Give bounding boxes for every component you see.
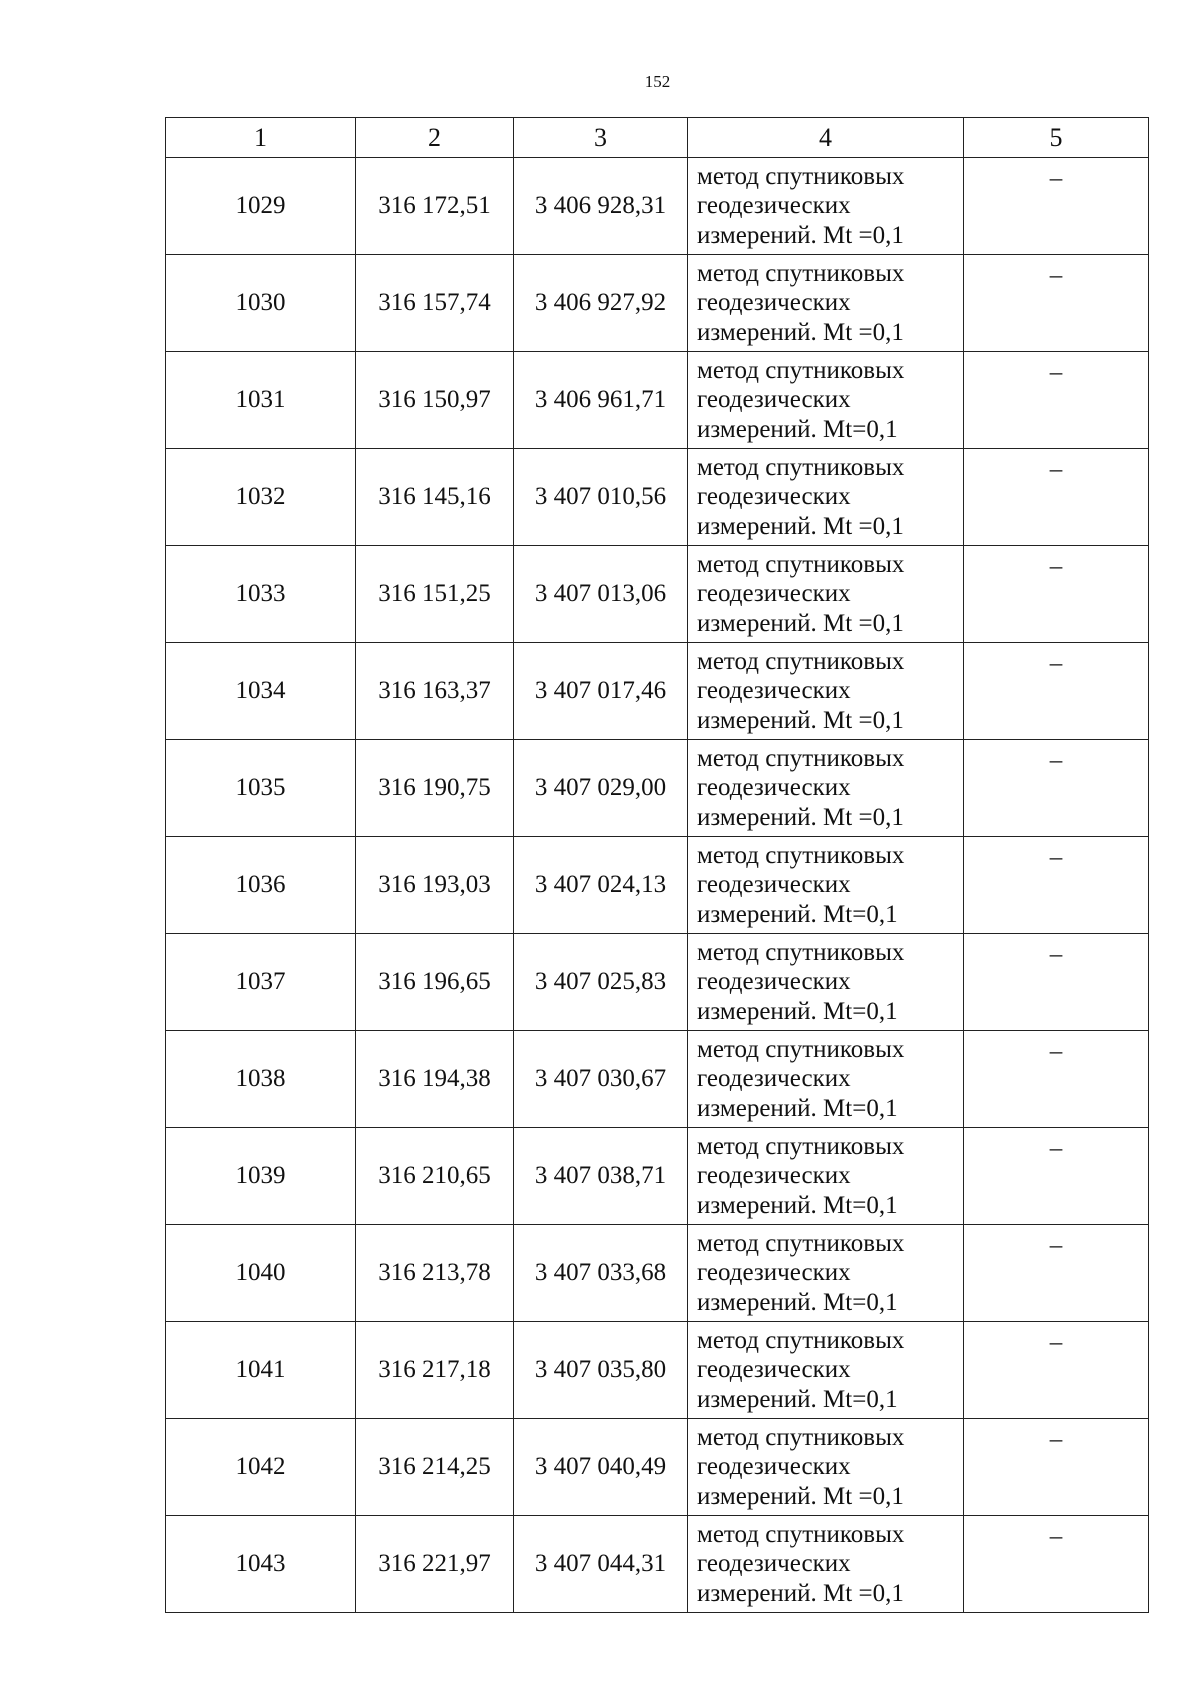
point-number-cell: 1037: [166, 934, 356, 1031]
method-line: геодезических: [697, 289, 851, 317]
y-coordinate-cell: 3 407 033,68: [514, 1225, 688, 1322]
method-line: измерений. Mt =0,1: [697, 318, 904, 346]
point-number-cell: 1031: [166, 352, 356, 449]
x-coordinate-cell: 316 157,74: [356, 255, 514, 352]
method-cell: [688, 1516, 964, 1613]
point-number-cell: 1040: [166, 1225, 356, 1322]
method-line: геодезических: [697, 1162, 851, 1190]
method-line: геодезических: [697, 871, 851, 899]
header-col-3: 3: [514, 118, 688, 158]
note-cell: –: [964, 1322, 1149, 1419]
table-row: [166, 1128, 1149, 1225]
x-coordinate-cell: 316 193,03: [356, 837, 514, 934]
method-line: метод спутниковых: [697, 1326, 905, 1354]
method-line: метод спутниковых: [697, 1520, 905, 1548]
method-line: измерений. Mt=0,1: [697, 900, 898, 928]
method-cell: [688, 643, 964, 740]
method-line: метод спутниковых: [697, 1229, 905, 1257]
header-col-4: 4: [688, 118, 964, 158]
method-line: геодезических: [697, 1356, 851, 1384]
method-cell: [688, 1031, 964, 1128]
method-cell: [688, 837, 964, 934]
method-line: измерений. Mt =0,1: [697, 706, 904, 734]
x-coordinate-cell: 316 145,16: [356, 449, 514, 546]
x-coordinate-cell: 316 172,51: [356, 158, 514, 255]
y-coordinate-cell: 3 406 928,31: [514, 158, 688, 255]
note-cell: –: [964, 643, 1149, 740]
note-cell: –: [964, 1128, 1149, 1225]
method-line: геодезических: [697, 1259, 851, 1287]
note-cell: –: [964, 449, 1149, 546]
method-line: геодезических: [697, 483, 851, 511]
page-number: 152: [644, 72, 671, 91]
point-number-cell: 1030: [166, 255, 356, 352]
method-line: измерений. Mt =0,1: [697, 609, 904, 637]
point-number-cell: 1034: [166, 643, 356, 740]
note-cell: –: [964, 546, 1149, 643]
table-body: [166, 158, 1149, 1613]
table-row: [166, 934, 1149, 1031]
point-number-cell: 1036: [166, 837, 356, 934]
x-coordinate-cell: 316 214,25: [356, 1419, 514, 1516]
table-row: [166, 837, 1149, 934]
method-line: метод спутниковых: [697, 162, 905, 190]
y-coordinate-cell: 3 407 017,46: [514, 643, 688, 740]
y-coordinate-cell: 3 407 024,13: [514, 837, 688, 934]
method-line: метод спутниковых: [697, 647, 905, 675]
y-coordinate-cell: 3 407 010,56: [514, 449, 688, 546]
method-line: метод спутниковых: [697, 1035, 905, 1063]
header-row: [166, 118, 1149, 158]
point-number-cell: 1043: [166, 1516, 356, 1613]
table-row: [166, 643, 1149, 740]
method-line: метод спутниковых: [697, 550, 905, 578]
method-line: геодезических: [697, 192, 851, 220]
header-col-2: 2: [356, 118, 514, 158]
note-cell: –: [964, 1225, 1149, 1322]
method-line: метод спутниковых: [697, 453, 905, 481]
table-row: [166, 740, 1149, 837]
y-coordinate-cell: 3 407 038,71: [514, 1128, 688, 1225]
method-cell: [688, 158, 964, 255]
point-number-cell: 1029: [166, 158, 356, 255]
method-cell: [688, 449, 964, 546]
method-line: геодезических: [697, 774, 851, 802]
point-number-cell: 1032: [166, 449, 356, 546]
method-cell: [688, 546, 964, 643]
note-cell: –: [964, 934, 1149, 1031]
table-row: [166, 546, 1149, 643]
method-cell: [688, 1225, 964, 1322]
note-cell: –: [964, 352, 1149, 449]
table-row: [166, 1322, 1149, 1419]
method-cell: [688, 255, 964, 352]
note-cell: –: [964, 158, 1149, 255]
x-coordinate-cell: 316 213,78: [356, 1225, 514, 1322]
table-row: [166, 158, 1149, 255]
x-coordinate-cell: 316 150,97: [356, 352, 514, 449]
table-row: [166, 1419, 1149, 1516]
point-number-cell: 1035: [166, 740, 356, 837]
method-line: геодезических: [697, 1065, 851, 1093]
table-row: [166, 352, 1149, 449]
y-coordinate-cell: 3 407 025,83: [514, 934, 688, 1031]
note-cell: –: [964, 255, 1149, 352]
y-coordinate-cell: 3 407 030,67: [514, 1031, 688, 1128]
x-coordinate-cell: 316 190,75: [356, 740, 514, 837]
method-line: измерений. Mt =0,1: [697, 512, 904, 540]
method-line: геодезических: [697, 1453, 851, 1481]
point-number-cell: 1038: [166, 1031, 356, 1128]
method-line: измерений. Mt=0,1: [697, 415, 898, 443]
coordinates-table: [165, 117, 1149, 1613]
y-coordinate-cell: 3 406 927,92: [514, 255, 688, 352]
method-line: измерений. Mt=0,1: [697, 997, 898, 1025]
method-cell: [688, 934, 964, 1031]
method-line: измерений. Mt =0,1: [697, 803, 904, 831]
method-line: геодезических: [697, 1550, 851, 1578]
method-line: геодезических: [697, 386, 851, 414]
method-cell: [688, 740, 964, 837]
header-col-1: 1: [166, 118, 356, 158]
method-line: геодезических: [697, 968, 851, 996]
x-coordinate-cell: 316 221,97: [356, 1516, 514, 1613]
x-coordinate-cell: 316 194,38: [356, 1031, 514, 1128]
x-coordinate-cell: 316 163,37: [356, 643, 514, 740]
x-coordinate-cell: 316 210,65: [356, 1128, 514, 1225]
method-line: метод спутниковых: [697, 259, 905, 287]
method-line: метод спутниковых: [697, 356, 905, 384]
note-cell: –: [964, 740, 1149, 837]
method-line: метод спутниковых: [697, 841, 905, 869]
method-cell: [688, 1322, 964, 1419]
point-number-cell: 1033: [166, 546, 356, 643]
x-coordinate-cell: 316 217,18: [356, 1322, 514, 1419]
table-row: [166, 449, 1149, 546]
method-cell: [688, 1128, 964, 1225]
method-line: измерений. Mt=0,1: [697, 1385, 898, 1413]
method-line: геодезических: [697, 580, 851, 608]
method-line: метод спутниковых: [697, 938, 905, 966]
method-line: измерений. Mt=0,1: [697, 1094, 898, 1122]
table-row: [166, 1516, 1149, 1613]
method-line: измерений. Mt=0,1: [697, 1288, 898, 1316]
method-cell: [688, 352, 964, 449]
method-line: измерений. Mt =0,1: [697, 221, 904, 249]
method-line: метод спутниковых: [697, 1423, 905, 1451]
method-line: измерений. Mt=0,1: [697, 1191, 898, 1219]
method-cell: [688, 1419, 964, 1516]
y-coordinate-cell: 3 407 013,06: [514, 546, 688, 643]
point-number-cell: 1039: [166, 1128, 356, 1225]
note-cell: –: [964, 837, 1149, 934]
table-row: [166, 1225, 1149, 1322]
method-line: метод спутниковых: [697, 1132, 905, 1160]
method-line: геодезических: [697, 677, 851, 705]
y-coordinate-cell: 3 407 044,31: [514, 1516, 688, 1613]
header-col-5: 5: [964, 118, 1149, 158]
x-coordinate-cell: 316 196,65: [356, 934, 514, 1031]
table-row: [166, 1031, 1149, 1128]
method-line: метод спутниковых: [697, 744, 905, 772]
y-coordinate-cell: 3 407 035,80: [514, 1322, 688, 1419]
note-cell: –: [964, 1031, 1149, 1128]
method-line: измерений. Mt =0,1: [697, 1579, 904, 1607]
y-coordinate-cell: 3 407 029,00: [514, 740, 688, 837]
point-number-cell: 1042: [166, 1419, 356, 1516]
table-row: [166, 255, 1149, 352]
note-cell: –: [964, 1419, 1149, 1516]
point-number-cell: 1041: [166, 1322, 356, 1419]
method-line: измерений. Mt =0,1: [697, 1482, 904, 1510]
x-coordinate-cell: 316 151,25: [356, 546, 514, 643]
y-coordinate-cell: 3 406 961,71: [514, 352, 688, 449]
note-cell: –: [964, 1516, 1149, 1613]
y-coordinate-cell: 3 407 040,49: [514, 1419, 688, 1516]
